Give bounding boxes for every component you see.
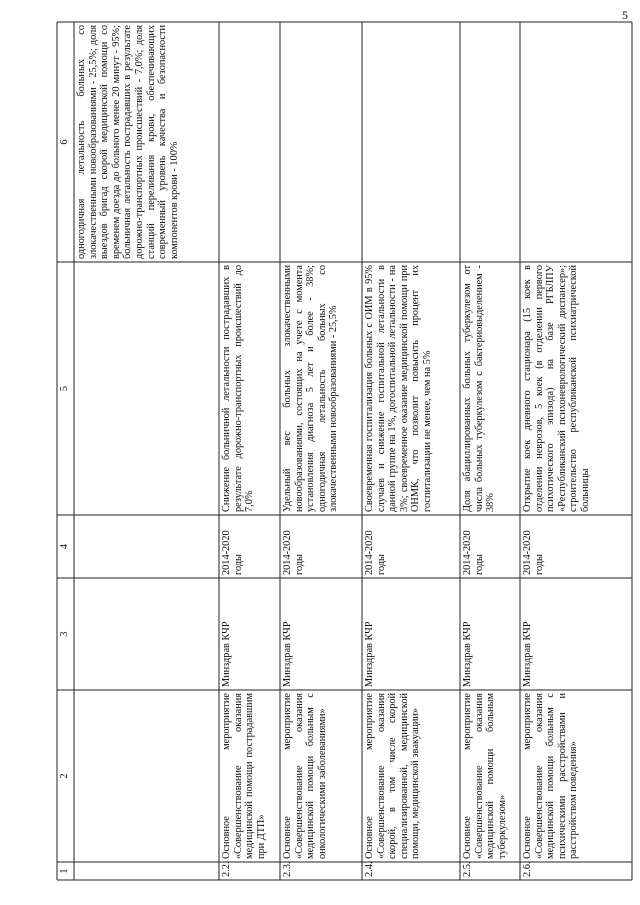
table-cell: 2.3.: [282, 862, 293, 877]
column-header: 6: [59, 139, 70, 145]
table-cell: Основное мероприятие «Совершенствование оказания скорой, в том числе скорой специализированной, медицинской помощи, медицинской эвакуации»: [364, 693, 422, 859]
table-cell: Минздрав КЧР: [364, 621, 375, 687]
table-cell: 2014-2020 годы: [522, 530, 545, 575]
table-cell: одногодичная летальность больных со злокачественными новообразованиями - 25,5%; доля выездов бригад скорой медицинской помощи со временем доезда до больного менее 20 минут - 95%; больничная летальность пострадавших в результате дорожно-транспортных происшествий - 7,0%; доля станций переливания крови, обеспечивающих современный уровень качества и безопасности компонентов крови - 100%: [76, 25, 180, 259]
column-header: 3: [59, 631, 70, 637]
table-cell: Минздрав КЧР: [282, 621, 293, 687]
table-cell: Минздрав КЧР: [462, 621, 473, 687]
table-cell: 2.6.: [522, 862, 533, 877]
column-header: 5: [59, 385, 70, 392]
table-cell: Минздрав КЧР: [522, 621, 533, 687]
table-cell: Основное мероприятие «Совершенствование оказания медицинской помощи больным с онкологическими заболеваниями»: [282, 693, 328, 859]
table-cell: Открытие коек дневного стационара (15 коек в отделении неврозов, 5 коек (в отделении первого психотического эпизода) на базе РГБЛПУ «Республиканский психоневрологический диспансер»; строительство республиканской психиатрической больницы: [522, 265, 591, 512]
table-cell: 2.5.: [462, 862, 473, 877]
table-cell: Основное мероприятие «Совершенствование оказания медицинской помощи больным туберкулезом»: [462, 693, 508, 859]
table-cell: Доля абациллированных больных туберкулезом от числа больных туберкулезом с бактериовыделением - 38%: [462, 265, 497, 512]
table-cell: Своевременная госпитализация больных с ОИМ в 95% случаев и снижение госпитальной летальности в данной группе на 1%, догоспитальной летальности - на 3%; своевременное оказание медицинской помощи при ОНМК, что позволит повысить процент их госпитализации не менее, чем на 5%: [364, 265, 433, 512]
table-cell: Удельный вес больных злокачественными новообразованиями, состоящих на учете с момента установления диагноза 5 лет и более - 38%; одногодичная летальность больных со злокачественными новообразованиями - 25,5%: [282, 265, 340, 512]
column-header: 2: [59, 773, 70, 779]
column-header: 4: [59, 543, 70, 550]
table-cell: 2.4.: [364, 862, 375, 877]
table-cell: Основное мероприятие «Совершенствование оказания медицинской помощи больным с психическими расстройствами и расстройством поведения»: [522, 693, 580, 859]
table-cell: Снижение больничной летальности пострадавших в результате дорожно-транспортных происшествий до 7,0%: [221, 265, 256, 512]
table-cell: 2.2.: [221, 862, 232, 877]
table-cell: 2014-2020 годы: [282, 530, 305, 575]
table-cell: 2014-2020 годы: [364, 530, 387, 575]
table-cell: 2014-2020 годы: [221, 530, 244, 575]
page-number: 5: [622, 8, 628, 22]
column-header: 1: [59, 868, 70, 874]
table-cell: Основное мероприятие «Совершенствование оказания медицинской помощи пострадавшим при ДТП»: [221, 693, 267, 859]
table-cell: Минздрав КЧР: [221, 621, 232, 687]
table-cell: 2014-2020 годы: [462, 530, 485, 575]
